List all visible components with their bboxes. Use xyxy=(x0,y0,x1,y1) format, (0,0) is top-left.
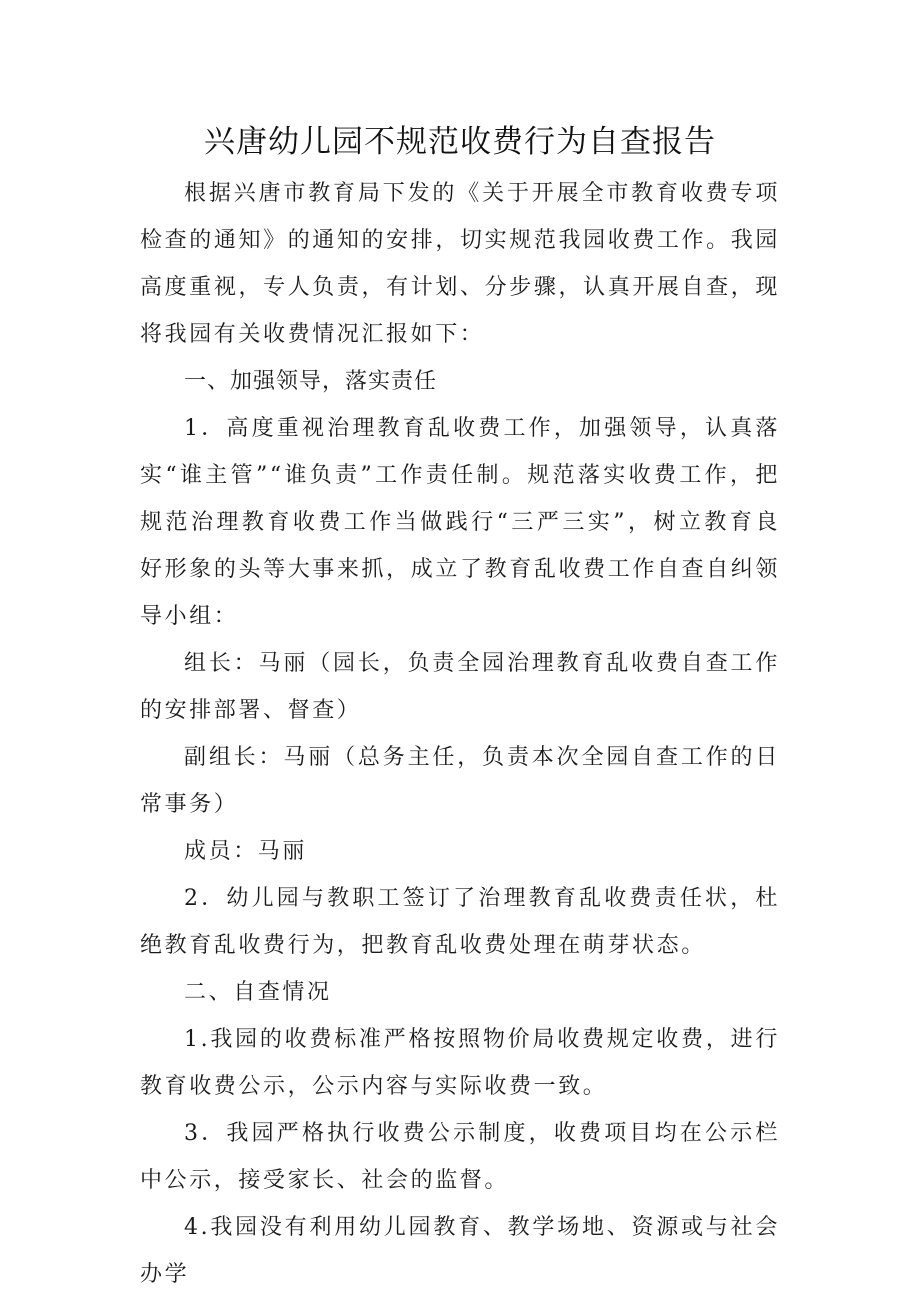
intro-paragraph: 根据兴唐市教育局下发的《关于开展全市教育收费专项检查的通知》的通知的安排，切实规范我园收费工作。我园高度重视，专人负责，有计划、分步骤，认真开展自查，现将我园有关收费情况汇报如下： xyxy=(140,181,780,347)
document-title: 兴唐幼儿园不规范收费行为自查报告 xyxy=(204,124,716,160)
paragraph-responsibility: 2．幼儿园与教职工签订了治理教育乱收费责任状，杜绝教育乱收费行为，把教育乱收费处理在萌芽状态。 xyxy=(140,886,780,958)
paragraph-fee-standard: 1.我园的收费标准严格按照物价局收费规定收费，进行教育收费公示，公示内容与实际收费一致。 xyxy=(140,1027,780,1099)
paragraph-resources: 4.我园没有利用幼儿园教育、教学场地、资源或与社会办学 xyxy=(140,1215,780,1287)
paragraph-deputy-leader: 副组长：马丽（总务主任，负责本次全园自查工作的日常事务） xyxy=(140,745,780,817)
paragraph-fee-publicity: 3．我园严格执行收费公示制度，收费项目均在公示栏中公示，接受家长、社会的监督。 xyxy=(140,1121,780,1193)
section-heading-2: 二、自查情况 xyxy=(184,980,332,1005)
paragraph-members: 成员：马丽 xyxy=(184,839,308,864)
paragraph-group-leader: 组长：马丽（园长，负责全园治理教育乱收费自查工作的安排部署、督查） xyxy=(140,651,780,723)
paragraph-leadership: 1．高度重视治理教育乱收费工作，加强领导，认真落实“谁主管”“谁负责”工作责任制。规范落实收费工作，把规范治理教育收费工作当做践行“三严三实”，树立教育良好形象的头等大事来抓，成立了教育乱收费工作自查自纠领导小组： xyxy=(140,416,780,629)
section-heading-1: 一、加强领导，落实责任 xyxy=(184,369,438,394)
document-body xyxy=(140,170,780,1298)
